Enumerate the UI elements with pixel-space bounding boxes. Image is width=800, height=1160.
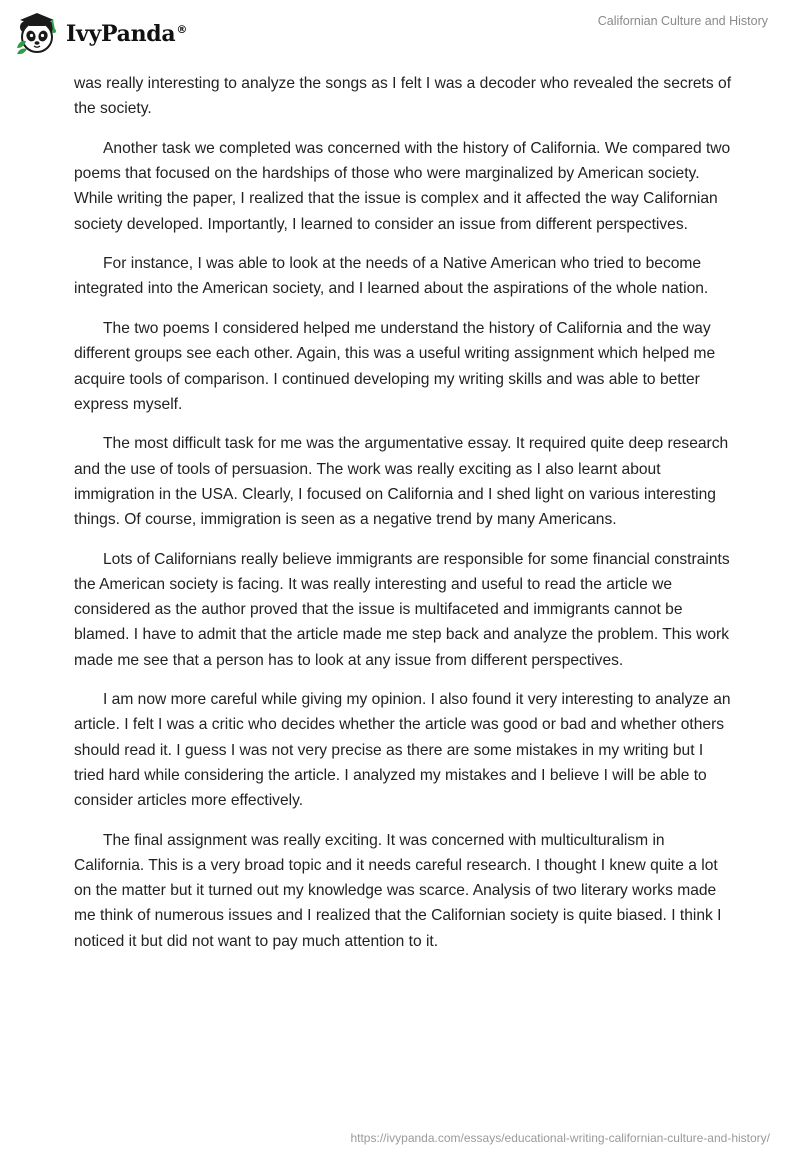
paragraph: The most difficult task for me was the argumentative essay. It required quite deep research and the use of tools of persuasion. The work was really exciting as I also learnt about immigration in the USA. Clearly, I focused on California and I shed light on various interesting things. Of course, immigration is seen as a negative trend by many Americans. [74, 435, 729, 529]
paragraph: was really interesting to analyze the songs as I felt I was a decoder who revealed the secrets of the society. [74, 75, 732, 118]
document-title: Californian Culture and History [597, 14, 768, 28]
brand-name: IvyPanda® [66, 21, 188, 47]
paragraph: The two poems I considered helped me understand the history of California and the way different groups see each other. Again, this was a useful writing assignment which helped me acquire tools of comparison. I continued developing my writing skills and was able to better express myself. [74, 320, 716, 413]
paragraph: For instance, I was able to look at the needs of a Native American who tried to become integrated into the American society, and I learned about the aspirations of the whole nation. [74, 255, 709, 298]
panda-logo-icon [14, 10, 60, 56]
paragraph: The final assignment was really exciting. It was concerned with multiculturalism in California. This is a very broad topic and it needs careful research. I thought I knew quite a lot on the matter but it turned out my knowledge was scarce. Analysis of two literary works made me think of numerous issues and I realized that the Californian society is quite biased. I think I noticed it but did not want to pay much attention to it. [74, 831, 722, 950]
page-header [0, 0, 800, 64]
paragraph: I am now more careful while giving my opinion. I also found it very interesting to analyze an article. I felt I was a critic who decides whether the article was good or bad and whether others should read it. I guess I was not very precise as there are some mistakes in my writing but I tried hard while considering the article. I analyzed my mistakes and I believe I will be able to consider articles more effectively. [74, 691, 731, 810]
source-url[interactable]: https://ivypanda.com/essays/educational-writing-californian-culture-and-history/ [350, 1131, 770, 1145]
ivypanda-logo[interactable] [14, 10, 187, 56]
paragraph: Another task we completed was concerned with the history of California. We compared two poems that focused on the hardships of those who were marginalized by American society. While writing the paper, I realized that the issue is complex and it affected the way Californian society developed. Importantly, I learned to consider an issue from different perspectives. [74, 139, 731, 233]
essay-body [74, 71, 734, 968]
registered-mark: ® [176, 22, 188, 36]
paragraph: Lots of Californians really believe immigrants are responsible for some financial constraints the American society is facing. It was really interesting and useful to read the article we considered as the author proved that the issue is multifaceted and immigrants cannot be blamed. I have to admit that the article made me step back and analyze the problem. This work made me see that a person has to look at any issue from different perspectives. [74, 550, 730, 669]
